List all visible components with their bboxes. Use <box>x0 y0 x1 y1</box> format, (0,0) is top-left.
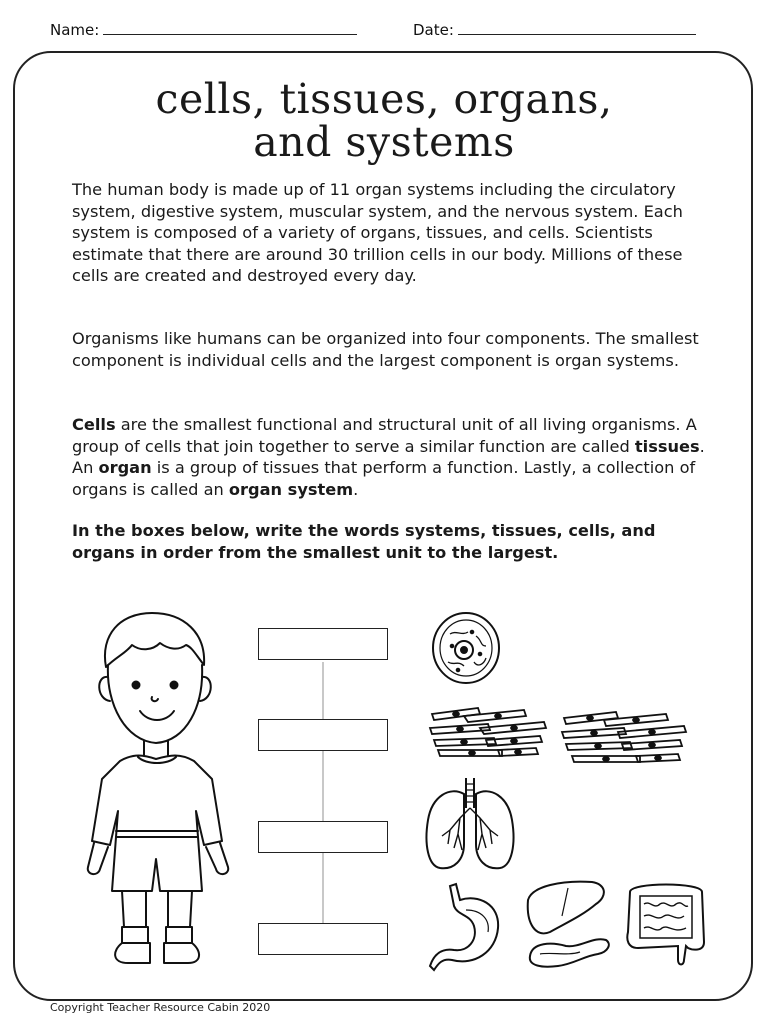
date-line[interactable] <box>458 20 696 35</box>
definitions-paragraph <box>72 414 722 500</box>
title-line-1: cells, tissues, organs, <box>155 75 613 123</box>
boy-figure-icon <box>80 605 240 985</box>
date-field <box>413 20 696 39</box>
term-organ-system: organ system <box>228 479 354 499</box>
box-connector-line <box>322 662 324 924</box>
copyright-footer: Copyright Teacher Resource Cabin 2020 <box>50 1001 271 1014</box>
answer-box-1[interactable] <box>258 628 388 660</box>
answer-box-4[interactable] <box>258 923 388 955</box>
term-tissues: tissues <box>634 436 700 456</box>
intestines-icon <box>622 876 710 968</box>
answer-box-3[interactable] <box>258 821 388 853</box>
lungs-icon <box>420 774 520 874</box>
definition-text: are the smallest functional and structural unit of all living organisms. A group of cells that join together to serve a similar function are called <box>72 415 697 456</box>
date-label: Date: <box>413 21 454 39</box>
answer-box-2[interactable] <box>258 719 388 751</box>
components-paragraph: Organisms like humans can be organized into four components. The smallest component is individual cells and the largest component is organ systems. <box>72 329 699 370</box>
name-label: Name: <box>50 21 100 39</box>
definition-text: is a group of tissues that perform a function. Lastly, a collection of organs is called an <box>72 458 696 499</box>
definition-text: . An <box>72 436 705 477</box>
title-line-2: and systems <box>253 118 515 166</box>
tissue-icon <box>560 708 690 768</box>
tissue-icon <box>428 704 548 762</box>
term-cells: Cells <box>72 415 116 434</box>
cell-icon <box>428 610 504 686</box>
instructions-paragraph: In the boxes below, write the words systems, tissues, cells, and organs in order from the smallest unit to the largest. <box>72 521 656 562</box>
liver-pancreas-icon <box>522 876 614 974</box>
stomach-icon <box>426 880 506 972</box>
definition-text: . <box>353 479 359 499</box>
name-line[interactable] <box>103 20 357 35</box>
intro-paragraph: The human body is made up of 11 organ systems including the circulatory system, digestive system, muscular system, and the nervous system. Each system is composed of a variety of organs, tissues, and cells. Scientists estimate that there are around 30 trillion cells in our body. Millions of these cells are created and destroyed every day. <box>72 180 683 285</box>
term-organ: organ <box>98 458 152 477</box>
name-field <box>50 20 357 39</box>
